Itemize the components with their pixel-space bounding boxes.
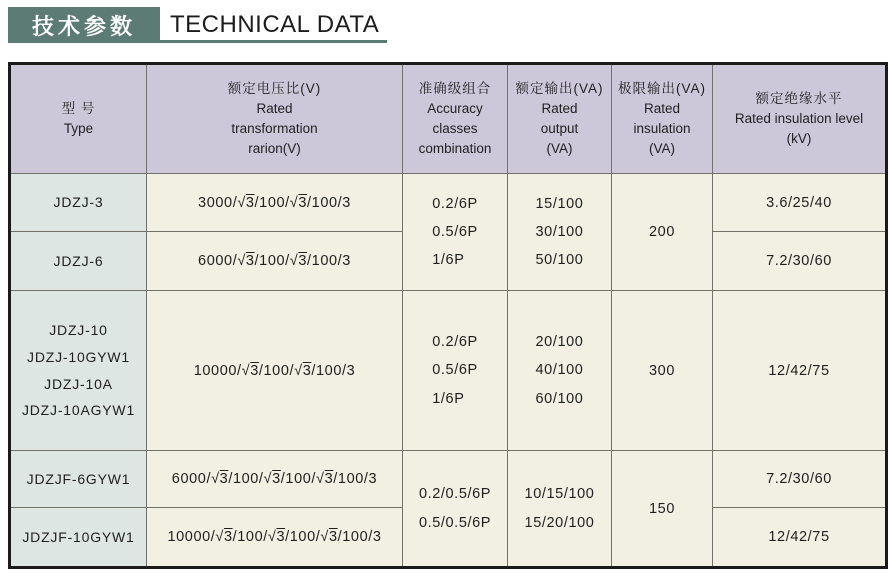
technical-data-table bbox=[8, 62, 888, 569]
accuracy-cell-group3 bbox=[403, 451, 508, 568]
output-line: 15/100 bbox=[535, 195, 584, 212]
type-cell-jdzj6: JDZJ-6 bbox=[10, 232, 147, 291]
accuracy-line: 0.2/0.5/6P bbox=[418, 486, 492, 503]
header-ratio bbox=[147, 64, 403, 174]
ratio-cell-jdzj3: 3000/√3/100/√3/100/3 bbox=[147, 174, 403, 232]
insulation-cell-jdzj10: 12/42/75 bbox=[713, 291, 887, 451]
header-output-en3: (VA) bbox=[546, 141, 573, 157]
output-cell-group3 bbox=[508, 451, 612, 568]
header-ratio-en2: transformation bbox=[231, 121, 318, 136]
accuracy-line: 1/6P bbox=[432, 390, 465, 407]
ratio-cell-jdzjf10: 10000/√3/100/√3/100/√3/100/3 bbox=[147, 508, 403, 568]
section-header bbox=[8, 4, 886, 43]
accuracy-cell-group1 bbox=[403, 174, 508, 291]
table-row bbox=[10, 174, 887, 232]
output-line: 40/100 bbox=[535, 362, 584, 379]
insulation-cell-jdzj3: 3.6/25/40 bbox=[713, 174, 887, 232]
insulation-cell-jdzjf6: 7.2/30/60 bbox=[713, 451, 887, 508]
output-line: 15/20/100 bbox=[524, 514, 595, 531]
ratio-cell-jdzj10: 10000/√3/100/√3/100/3 bbox=[147, 291, 403, 451]
header-insulation-en1: Rated insulation level bbox=[734, 110, 864, 126]
section-title-en: TECHNICAL DATA bbox=[160, 12, 387, 43]
type-line: JDZJ-10 bbox=[49, 322, 108, 339]
header-type-zh: 型 号 bbox=[61, 100, 96, 116]
header-type-en: Type bbox=[63, 121, 94, 136]
ratio-cell-jdzj6: 6000/√3/100/√3/100/3 bbox=[147, 232, 403, 291]
output-line: 60/100 bbox=[535, 390, 584, 407]
header-accuracy-zh: 准确级组合 bbox=[418, 80, 492, 96]
accuracy-line: 0.2/6P bbox=[432, 195, 478, 212]
header-accuracy-en2: classes bbox=[432, 121, 478, 136]
type-cell-jdzj10-group bbox=[10, 291, 147, 451]
header-ratio-en1: Rated bbox=[256, 100, 293, 116]
header-limit-en1: Rated bbox=[643, 100, 681, 116]
accuracy-line: 0.5/6P bbox=[432, 223, 478, 240]
type-line: JDZJ-10GYW1 bbox=[27, 348, 130, 365]
table-row bbox=[10, 451, 887, 508]
type-cell-jdzjf10: JDZJF-10GYW1 bbox=[10, 508, 147, 568]
header-limit-en3: (VA) bbox=[649, 141, 675, 157]
limit-cell-group1: 200 bbox=[612, 174, 713, 291]
header-insulation-zh: 额定绝缘水平 bbox=[755, 90, 843, 106]
output-line: 20/100 bbox=[535, 334, 584, 351]
output-line: 30/100 bbox=[535, 223, 584, 240]
accuracy-line: 0.2/6P bbox=[432, 334, 478, 351]
header-limit bbox=[612, 64, 713, 174]
header-insulation bbox=[713, 64, 887, 174]
header-output-zh: 额定输出(VA) bbox=[515, 80, 604, 96]
type-cell-jdzj3: JDZJ-3 bbox=[10, 174, 147, 232]
accuracy-line: 0.5/6P bbox=[432, 362, 478, 379]
header-output-en2: output bbox=[540, 121, 579, 136]
output-cell-group1 bbox=[508, 174, 612, 291]
output-line: 50/100 bbox=[535, 252, 584, 269]
accuracy-line: 1/6P bbox=[432, 252, 465, 269]
output-line: 10/15/100 bbox=[524, 486, 595, 503]
header-insulation-en2: (kV) bbox=[786, 131, 812, 147]
header-accuracy-en1: Accuracy bbox=[427, 100, 483, 116]
type-cell-jdzjf6: JDZJF-6GYW1 bbox=[10, 451, 147, 508]
accuracy-cell-group2 bbox=[403, 291, 508, 451]
header-output-en1: Rated bbox=[541, 100, 578, 116]
limit-cell-group3: 150 bbox=[612, 451, 713, 568]
header-ratio-zh: 额定电压比(V) bbox=[227, 80, 322, 96]
insulation-cell-jdzj6: 7.2/30/60 bbox=[713, 232, 887, 291]
output-cell-group2 bbox=[508, 291, 612, 451]
header-output bbox=[508, 64, 612, 174]
ratio-cell-jdzjf6: 6000/√3/100/√3/100/√3/100/3 bbox=[147, 451, 403, 508]
limit-cell-group2: 300 bbox=[612, 291, 713, 451]
header-type bbox=[10, 64, 147, 174]
accuracy-line: 0.5/0.5/6P bbox=[418, 514, 492, 531]
insulation-cell-jdzjf10: 12/42/75 bbox=[713, 508, 887, 568]
header-accuracy-en3: combination bbox=[418, 141, 492, 157]
header-limit-en2: insulation bbox=[633, 121, 691, 136]
header-ratio-en3: rarion(V) bbox=[248, 141, 301, 157]
table-header-row bbox=[10, 64, 887, 174]
header-limit-zh: 极限输出(VA) bbox=[618, 80, 706, 96]
table-row bbox=[10, 291, 887, 451]
header-accuracy bbox=[403, 64, 508, 174]
section-title-zh: 技术参数 bbox=[8, 7, 160, 43]
type-line: JDZJ-10AGYW1 bbox=[21, 402, 136, 419]
type-line: JDZJ-10A bbox=[44, 375, 113, 392]
